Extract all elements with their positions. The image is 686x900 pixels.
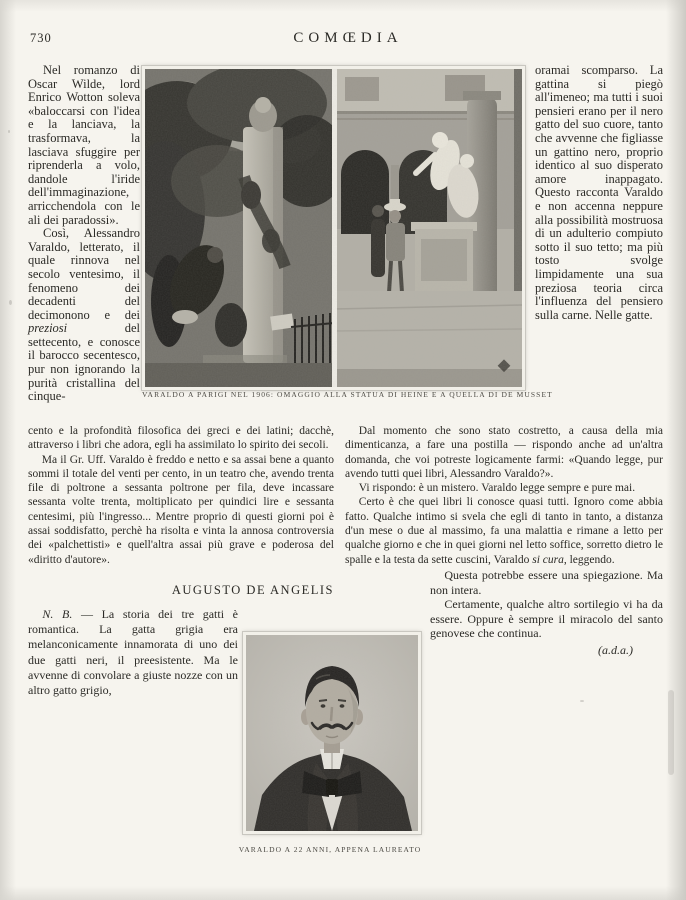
paragraph: Certamente, qualche altro sortilegio vi ha da essere. Oppure è sempre il miracolo del santo genovese che continua.	[430, 597, 663, 641]
paragraph: Dal momento che sono stato costretto, a causa della mia dimenticanza, a fare una postilla — rispondo anche ad un'altra domanda, che voi potreste logicamente farmi: «Quando legge, pur avendo tutti quei libri, Alessandro Varaldo?».	[345, 425, 663, 480]
paragraph: Questa potrebbe essere una spiegazione. Ma non intera.	[430, 567, 663, 597]
paragraph: Vi rispondo: è un mistero. Varaldo legge sempre e pure mai.	[358, 482, 636, 495]
right-narrowed-column	[430, 568, 663, 658]
top-photo-caption: VARALDO A PARIGI NEL 1906: OMAGGIO ALLA STATUA DI HEINE E A QUELLA DI DE MUSSET	[142, 390, 553, 399]
nota-bene	[28, 607, 238, 698]
masthead-title: COMŒDIA	[293, 30, 403, 46]
page-number: 730	[30, 31, 52, 45]
paragraph: N. B. — La storia dei tre gatti è romantica. La gatta grigia era melanconicamente innamorata di uno dei due gatti neri, il preesistente. Ma le avvenne di convolare a giuste nozze con un altro gatto grigio,	[28, 607, 238, 698]
ada-signature: (a.d.a.)	[598, 642, 633, 657]
varaldo-portrait-illustration	[246, 635, 418, 831]
paragraph: Così, Alessandro Varaldo, letterato, il quale rinnova nel secolo ventesimo, il fenomeno dei decadenti del decimonono e dei preziosi del settecento, e conosce il barocco secentesco, pur non ignorando la purità cristallina del cinque-	[28, 226, 140, 404]
paragraph: Ma il Gr. Uff. Varaldo è freddo e netto e sa assai bene a quanto sommi il totale del venti per cento, in un teatro che, avendo trenta file di poltrone a sessanta poltrone per fila, deve incassare sessanta volte trenta, moltiplicato per quindici lire e sessanta centesimi, più l'ingresso... Mentre proprio di questi giorni poi è assai soddisfatto, perchè ha risolta e vinta la annosa controversia dei «palchettisti» e quell'altra assai più grave e poderosa del «diritto d'autore».	[28, 453, 334, 566]
scan-speck	[580, 700, 584, 702]
bottom-photo	[243, 632, 421, 834]
scan-speck	[8, 130, 10, 133]
right-wide-column	[345, 424, 663, 658]
left-narrow-column	[28, 64, 140, 404]
author-signature: AUGUSTO DE ANGELIS	[171, 583, 334, 597]
right-narrow-column	[535, 64, 663, 322]
bottom-photo-caption: VARALDO A 22 ANNI, APPENA LAUREATO	[238, 845, 422, 854]
scan-speck	[9, 300, 12, 305]
left-wide-column	[28, 424, 334, 567]
paragraph: oramai scomparso. La gattina si piegò all'imeneo; ma tutti i suoi pensieri erano per il nero gatto del suo cuore, tanto che avvenne che figliasse un gattino nero, proprio identico al suo disperato amore inappagato. Questo racconta Varaldo e non accenna neppure alla possibilità mostruosa di un adulterio compiuto sotto il suo tetto; ma più tosto svolge limpidamente una sua preziosa teoria circa l'influenza del pensiero sulla carne. Nelle gatte.	[535, 63, 663, 322]
paris-statues-photo-illustration	[145, 69, 522, 387]
paragraph: cento e la profondità filosofica dei greci e dei latini; dacchè, attraverso i libri che adora, egli ha assimilato lo spirito dei secoli.	[28, 425, 334, 452]
paragraph: Certo è che quei libri li conosce quasi tutti. Ignoro come abbia fatto. Qualche intimo si svela che egli di tanto in tanto, a distanza d'un mese o due al massimo, fa una malattia e rimane a letto per qualche giorno e che in quei giorni nel letto soffice, sorretto dietro le spalle e la testa da sette cuscini, Varaldo si cura, leggendo.	[345, 496, 663, 566]
top-photo	[142, 66, 525, 390]
paragraph: Nel romanzo di Oscar Wilde, lord Enrico Wotton soleva «baloccarsi con l'idea e la lanciava, la trasformava, la lasciava sfuggire per riprenderla a volo, dandole l'iride dell'immaginazione, arricchendola con le ali dei paradossi».	[28, 63, 140, 227]
scan-shadow-band	[668, 690, 674, 775]
